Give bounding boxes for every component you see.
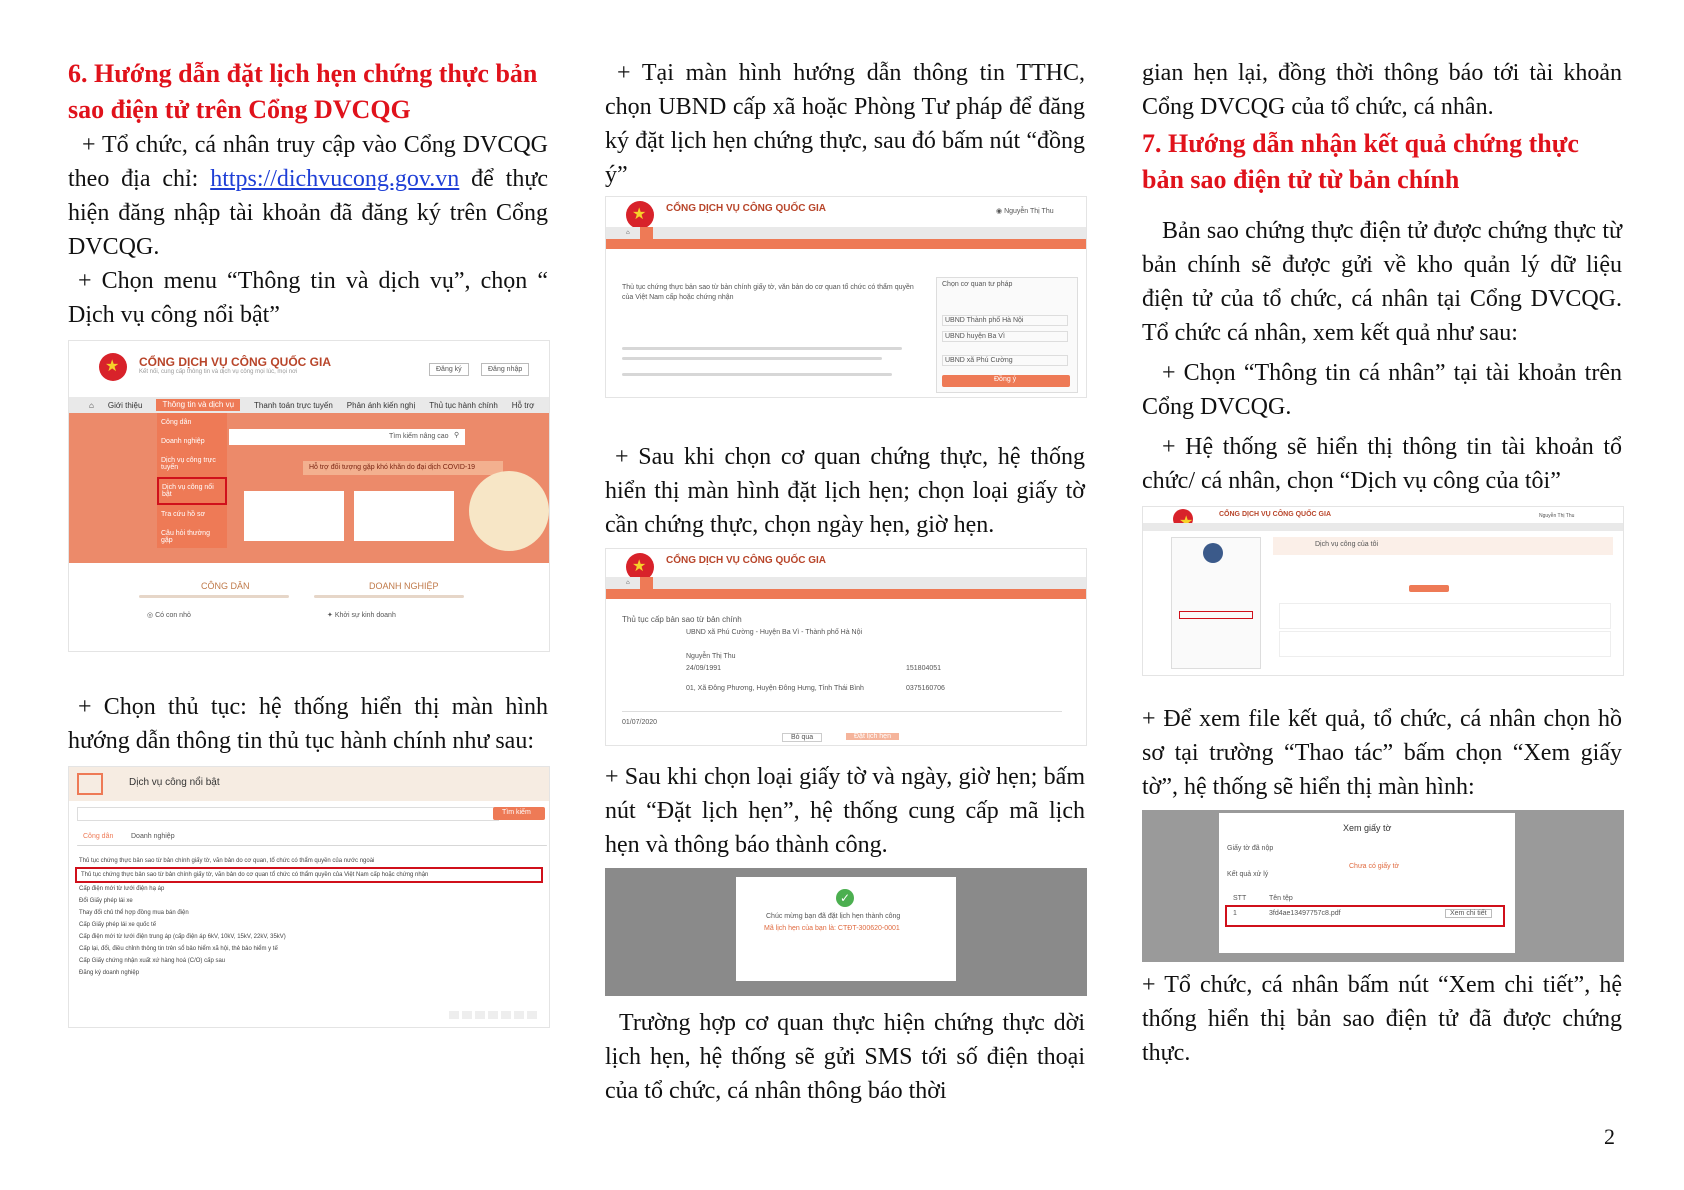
col1-paragraph-2: + Chọn menu “Thông tin và dịch vụ”, chọn “ Dịch vụ công nổi bật” bbox=[68, 268, 548, 328]
col1-paragraph-1 bbox=[68, 128, 548, 264]
pagination[interactable] bbox=[449, 1011, 539, 1019]
col1-p1-text-2: để thực hiện đăng nhập tài khoản đã đăng ký trên Cổng DVCQG. bbox=[68, 166, 548, 260]
date-input[interactable]: 01/07/2020 bbox=[622, 719, 658, 726]
section-6-heading: 6. Hướng dẫn đặt lịch hẹn chứng thực bản sao điện tử trên Cổng DVCQG bbox=[68, 59, 538, 124]
brand-title: CỔNG DỊCH VỤ CÔNG QUỐC GIA bbox=[666, 203, 827, 214]
skip-button[interactable]: Bỏ qua bbox=[782, 733, 822, 742]
text-line bbox=[622, 357, 882, 360]
dropdown-menu bbox=[157, 413, 227, 548]
screenshot-view-documents bbox=[1142, 810, 1624, 962]
file-name: 3fd4ae13497757c8.pdf bbox=[1269, 910, 1341, 917]
list-item[interactable]: Đăng ký doanh nghiệp bbox=[79, 970, 140, 976]
screenshot-booking-form bbox=[605, 548, 1087, 746]
success-message: Chúc mừng bạn đã đặt lịch hẹn thành công bbox=[766, 913, 901, 920]
col3-paragraph-5: + Tổ chức, cá nhân bấm nút “Xem chi tiết”, hệ thống hiển thị bản sao điện tử đã được chứng thực. bbox=[1142, 972, 1622, 1066]
tab-business[interactable]: DOANH NGHIỆP bbox=[369, 581, 439, 591]
sub-nav bbox=[606, 589, 1086, 599]
column-3 bbox=[1142, 56, 1622, 1070]
user-menu[interactable]: Nguyễn Thị Thu bbox=[1539, 513, 1575, 519]
search-button-label: Tìm kiếm bbox=[502, 809, 531, 816]
monitor-icon bbox=[77, 773, 103, 795]
column-header-no: STT bbox=[1233, 895, 1247, 902]
nav-item[interactable]: Giới thiệu bbox=[107, 400, 143, 410]
doc-type-select[interactable] bbox=[622, 703, 1062, 712]
list-item[interactable]: Cấp Giấy chứng nhận xuất xứ hàng hoá (C/O) cấp sau bbox=[79, 958, 226, 964]
column-2 bbox=[605, 56, 1085, 1108]
col2-paragraph-2: + Sau khi chọn cơ quan chứng thực, hệ thống hiển thị màn hình đặt lịch hẹn; chọn loại giấy tờ cần chứng thực, chọn ngày hẹn, giờ hẹn. bbox=[605, 444, 1085, 538]
list-item[interactable]: Cấp điện mới từ lưới điện hạ áp bbox=[79, 886, 165, 892]
screenshot-portal-menu bbox=[68, 340, 550, 652]
screenshot-choose-agency bbox=[605, 196, 1087, 398]
id-value: 151804051 bbox=[906, 665, 942, 672]
check-icon: ✓ bbox=[836, 889, 854, 907]
menu-item[interactable]: Dịch vụ công trực tuyến bbox=[161, 457, 216, 471]
lotus-decoration bbox=[469, 471, 549, 551]
emblem-icon bbox=[626, 201, 654, 229]
item-business[interactable]: ✦ Khởi sự kinh doanh bbox=[327, 612, 396, 619]
col2-paragraph-1: + Tại màn hình hướng dẫn thông tin TTHC, chọn UBND cấp xã hoặc Phòng Tư pháp để đăng ký đặt lịch hẹn chứng thực, sau đó bấm nút “đồng ý” bbox=[605, 60, 1085, 188]
file-row-no: 1 bbox=[1233, 910, 1237, 917]
tab-citizen[interactable]: Công dân bbox=[83, 833, 114, 840]
col3-paragraph-0: gian hẹn lại, đồng thời thông báo tới tài khoản Cổng DVCQG của tổ chức, cá nhân. bbox=[1142, 60, 1622, 120]
item-citizen[interactable]: ◎ Có con nhỏ bbox=[147, 612, 191, 619]
covid-banner-text: Hỗ trợ đối tượng gặp khó khăn do đại dịch COVID-19 bbox=[309, 464, 476, 471]
section-7-heading: 7. Hướng dẫn nhận kết quả chứng thực bản sao điện tử từ bản chính bbox=[1142, 129, 1579, 194]
col2-paragraph-4: Trường hợp cơ quan thực hiện chứng thực dời lịch hẹn, hệ thống sẽ gửi SMS tới số điện thoại của tổ chức, cá nhân thông báo thời bbox=[605, 1010, 1085, 1104]
select-commune[interactable]: UBND xã Phú Cường bbox=[942, 355, 1068, 366]
text-line bbox=[622, 347, 902, 350]
brand-title: CỔNG DỊCH VỤ CÔNG QUỐC GIA bbox=[1219, 511, 1332, 518]
col3-paragraph-1: Bản sao chứng thực điện tử được chứng thực từ bản chính sẽ được gửi về kho quản lý dữ liệu điện tử của tổ chức, cá nhân tại Cổng DVCQG. Tổ chức cá nhân, xem kết quả như sau: bbox=[1142, 218, 1622, 346]
select-city[interactable]: UBND Thành phố Hà Nội bbox=[942, 315, 1068, 326]
list-item[interactable]: Cấp Giấy phép lái xe quốc tế bbox=[79, 922, 157, 928]
list-item[interactable]: Đổi Giấy phép lái xe bbox=[79, 898, 133, 904]
main-nav: ⌂ bbox=[606, 577, 1086, 589]
list-item[interactable]: Cấp điện mới từ lưới điện trung áp (cấp điện áp 6kV, 10kV, 15kV, 22kV, 35kV) bbox=[79, 934, 286, 940]
phone-value: 0375160706 bbox=[906, 685, 945, 692]
tab-business[interactable]: Doanh nghiệp bbox=[131, 833, 175, 840]
register-button[interactable]: Đăng ký bbox=[429, 363, 469, 376]
menu-item[interactable]: Doanh nghiệp bbox=[161, 438, 205, 445]
name-value: Nguyễn Thị Thu bbox=[686, 653, 736, 660]
screenshot-my-services bbox=[1142, 506, 1624, 676]
page-number: 2 bbox=[1604, 1124, 1615, 1149]
screenshot-booking-success bbox=[605, 868, 1087, 996]
address-value: 01, Xã Đông Phương, Huyện Đông Hưng, Tỉnh Thái Bình bbox=[686, 685, 864, 692]
col3-paragraph-4: + Để xem file kết quả, tổ chức, cá nhân chọn hồ sơ tại trường “Thao tác” bấm chọn “Xem giấy tờ”, hệ thống sẽ hiển thị màn hình: bbox=[1142, 706, 1622, 800]
user-menu[interactable]: ◉ Nguyễn Thị Thu bbox=[996, 208, 1054, 215]
column-header-name: Tên tệp bbox=[1269, 895, 1293, 902]
agency-value: UBND xã Phú Cường - Huyện Ba Vì - Thành phố Hà Nội bbox=[686, 629, 863, 636]
divider bbox=[139, 595, 289, 598]
col1-p1-text: + Tổ chức, cá nhân truy cập vào Cổng DVCQG theo địa chỉ: bbox=[68, 132, 548, 192]
tab-citizen[interactable]: CÔNG DÂN bbox=[201, 581, 250, 591]
nav-item-active[interactable]: Thông tin và dịch vụ bbox=[156, 399, 240, 411]
column-1 bbox=[68, 56, 548, 1034]
appointment-code: Mã lịch hẹn của bạn là: CTĐT-300620-0001 bbox=[764, 925, 900, 932]
main-nav: ⌂ bbox=[606, 227, 1086, 239]
submitted-label: Giấy tờ đã nộp bbox=[1227, 845, 1274, 852]
divider bbox=[77, 845, 547, 846]
list-item[interactable]: Cấp lại, đổi, điều chỉnh thông tin trên sổ bảo hiểm xã hội, thẻ bảo hiểm y tế bbox=[79, 946, 278, 952]
news-card[interactable] bbox=[354, 491, 454, 541]
agency-panel-title: Chọn cơ quan tư pháp bbox=[942, 281, 1013, 288]
login-button[interactable]: Đăng nhập bbox=[481, 363, 529, 376]
menu-item[interactable]: Công dân bbox=[161, 419, 192, 426]
view-detail-button[interactable]: Xem chi tiết bbox=[1445, 909, 1492, 918]
form-title: Thủ tục cấp bản sao từ bản chính bbox=[622, 615, 742, 624]
col3-paragraph-3: + Hệ thống sẽ hiển thị thông tin tài khoản tổ chức/ cá nhân, chọn “Dịch vụ công của tôi” bbox=[1142, 434, 1622, 494]
list-item[interactable]: Thủ tục chứng thực bản sao từ bản chính giấy tờ, văn bản do cơ quan, tổ chức có thẩm quyền của nước ngoài bbox=[79, 858, 375, 864]
list-item[interactable]: Thay đổi chủ thể hợp đồng mua bán điện bbox=[79, 910, 189, 916]
nav-item[interactable]: Phản ánh kiến nghị bbox=[346, 400, 416, 410]
record-row[interactable] bbox=[1279, 603, 1611, 629]
documents-dialog bbox=[1219, 813, 1515, 953]
news-card[interactable] bbox=[244, 491, 344, 541]
search-input[interactable] bbox=[77, 807, 499, 821]
sub-nav bbox=[606, 239, 1086, 249]
nav-home-icon[interactable]: ⌂ bbox=[89, 400, 94, 410]
dvcqg-link[interactable]: https://dichvucong.gov.vn bbox=[210, 166, 460, 192]
nav-item[interactable]: Hỗ trợ bbox=[511, 400, 535, 410]
advanced-search-link[interactable]: Tìm kiếm nâng cao bbox=[389, 433, 449, 440]
my-services-link-highlighted[interactable] bbox=[1179, 611, 1253, 619]
no-documents: Chưa có giấy tờ bbox=[1349, 863, 1400, 870]
book-button[interactable]: Đặt lịch hẹn bbox=[846, 733, 899, 740]
dialog-title: Xem giấy tờ bbox=[1343, 823, 1392, 833]
menu-item[interactable]: Câu hỏi thường gặp bbox=[161, 530, 210, 544]
service-list bbox=[75, 855, 543, 979]
select-district[interactable]: UBND huyện Ba Vì bbox=[942, 331, 1068, 342]
divider bbox=[314, 595, 464, 598]
list-item-highlighted[interactable]: Thủ tục chứng thực bản sao từ bản chính giấy tờ, văn bản do cơ quan tổ chức có thẩm quyền của Việt Nam cấp hoặc chứng nhận bbox=[75, 867, 543, 883]
col3-paragraph-2: + Chọn “Thông tin cá nhân” tại tài khoản trên Cổng DVCQG. bbox=[1142, 360, 1622, 420]
text-line bbox=[622, 373, 892, 376]
menu-item-highlighted[interactable]: Dịch vụ công nổi bật bbox=[157, 477, 227, 505]
brand-title: CỔNG DỊCH VỤ CÔNG QUỐC GIA Kết nối, cung cấp thông tin và dịch vụ công mọi lúc, mọi nơi bbox=[139, 355, 332, 375]
record-row[interactable] bbox=[1279, 631, 1611, 657]
section-title: Dịch vụ công của tôi bbox=[1315, 541, 1379, 548]
agree-button-label: Đồng ý bbox=[994, 376, 1017, 383]
procedure-title: Thủ tục chứng thực bản sao từ bản chính giấy tờ, văn bản do cơ quan tổ chức có thẩm quyền của Việt Nam cấp hoặc chứng nhận bbox=[622, 284, 914, 301]
main-nav bbox=[1143, 523, 1623, 531]
main-nav bbox=[69, 397, 549, 413]
screenshot-featured-services bbox=[68, 766, 550, 1028]
search-icon[interactable]: ⚲ bbox=[454, 432, 460, 439]
brand-title: CỔNG DỊCH VỤ CÔNG QUỐC GIA bbox=[666, 555, 827, 566]
col1-paragraph-3: + Chọn thủ tục: hệ thống hiển thị màn hình hướng dẫn thông tin thủ tục hành chính như sau: bbox=[68, 694, 548, 754]
result-label: Kết quả xử lý bbox=[1227, 871, 1269, 878]
menu-item[interactable]: Tra cứu hồ sơ bbox=[161, 511, 206, 518]
search-button[interactable] bbox=[1409, 585, 1449, 592]
dob-value: 24/09/1991 bbox=[686, 665, 722, 672]
nav-item[interactable]: Thanh toán trực tuyến bbox=[254, 400, 333, 410]
avatar bbox=[1203, 543, 1223, 563]
nav-item[interactable]: Thủ tục hành chính bbox=[429, 400, 498, 410]
col2-paragraph-3: + Sau khi chọn loại giấy tờ và ngày, giờ hẹn; bấm nút “Đặt lịch hẹn”, hệ thống cung cấp mã lịch hẹn và thông báo thành công. bbox=[605, 764, 1085, 858]
emblem-icon bbox=[99, 353, 127, 381]
panel-title: Dịch vụ công nổi bật bbox=[129, 777, 220, 788]
